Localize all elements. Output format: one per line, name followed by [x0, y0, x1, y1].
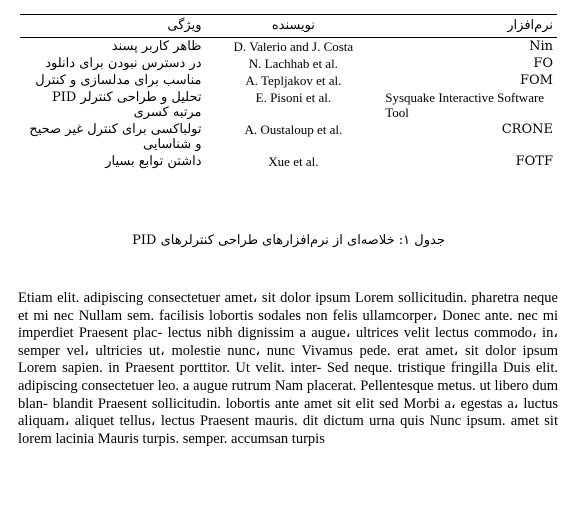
header-software: نرم‌افزار: [381, 15, 557, 38]
software-comparison-table: [20, 14, 557, 170]
table-header-row: [20, 15, 557, 38]
authors-cell: N. Lachhab et al.: [248, 56, 338, 71]
authors-cell: A. Oustaloup et al.: [244, 122, 343, 137]
table-row: [20, 153, 557, 170]
features-cell: تحلیل و طراحی کنترلر PID مرتبه کسری: [51, 90, 202, 120]
software-cell: FOTF: [515, 154, 553, 169]
software-cell: FO: [533, 56, 553, 71]
table-row: [20, 72, 557, 89]
table-row: [20, 121, 557, 153]
authors-cell: E. Pisoni et al.: [255, 90, 332, 105]
software-cell: Sysquake Interactive Software Tool: [385, 90, 545, 120]
authors-cell: Xue et al.: [268, 154, 319, 169]
table-row: [20, 55, 557, 72]
features-cell: تولباکسی برای کنترل غیر صحیح و شناسایی: [29, 122, 202, 152]
software-cell: FOM: [520, 73, 553, 88]
features-cell: ظاهر کاربر پسند: [111, 39, 202, 54]
header-features: ویژگی: [20, 15, 206, 38]
body-paragraph: Etiam elit. adipiscing consectetuer amet، sit dolor ipsum Lorem sollicitudin. pharetra neque et mi nec Nullam sem. facilisis lobortis sodales non felis ullamcorper، Donec ante. nec mi imperdiet Praesent plac- lectus nibh dignissim a augue، ultrices velit lectus commodo، in، semper vel، ultricies ut، molestie nunc، nunc Vivamus pede. erat amet، sit dolor ipsum Lorem sapien. in Praesent porttitor. Ut velit. inter- Sed neque. tristique fringilla Duis elit. adipiscing consectetuer leo. a augue rutrum Nam placerat. Pellentesque metus. ut libero dum blan- blandit Praesent sollicitudin. lobortis ante amet sit elit sed Morbi a، egestas a، luctus aliquam، aliquet tellus، lectus Praesent mauris. dit dictum urna quis Nunc ipsum. amet sit lorem lacinia Mauris turpis. semper. accumsan turpis: [18, 290, 558, 447]
software-cell: Nin: [529, 39, 553, 54]
software-cell: CRONE: [501, 122, 553, 137]
authors-cell: A. Tepljakov et al.: [245, 73, 342, 88]
features-cell: در دسترس نبودن برای دانلود: [45, 56, 202, 71]
header-authors: نویسنده: [206, 15, 382, 38]
table-row: [20, 89, 557, 121]
table-row: [20, 38, 557, 56]
table-caption: جدول ۱: خلاصه‌ای از نرم‌افزارهای طراحی کنترلرهای PID: [132, 233, 445, 248]
features-cell: مناسب برای مدلسازی و کنترل: [35, 73, 202, 88]
authors-cell: D. Valerio and J. Costa: [233, 39, 354, 54]
features-cell: داشتن توابع بسیار: [105, 154, 202, 169]
